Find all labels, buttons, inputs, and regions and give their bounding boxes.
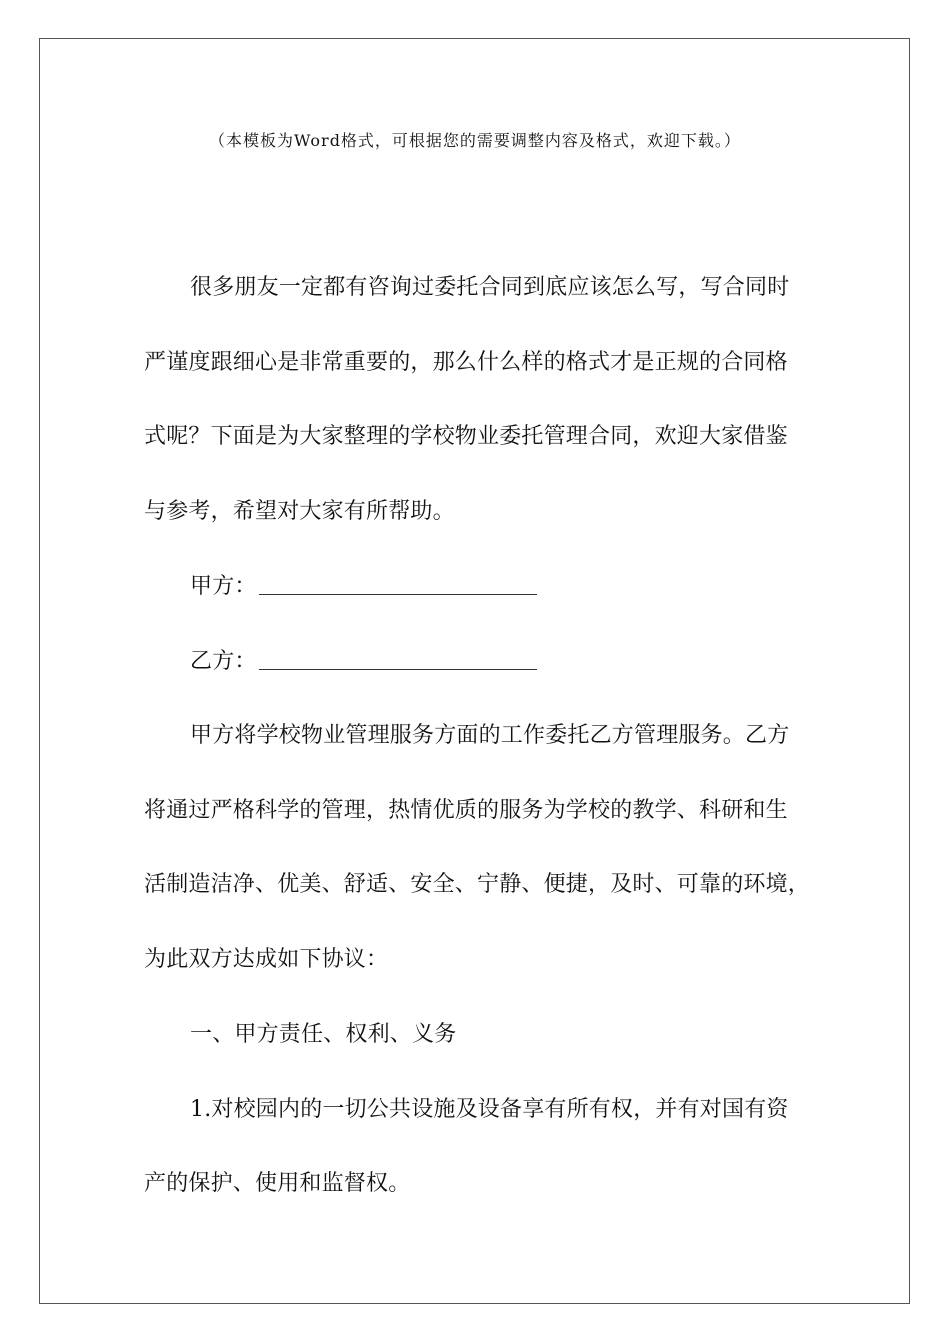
intro-line-2: 严谨度跟细心是非常重要的，那么什么样的格式才是正规的合同格 bbox=[144, 350, 788, 375]
agreement-line-1: 甲方将学校物业管理服务方面的工作委托乙方管理服务。乙方 bbox=[190, 723, 790, 748]
agreement-line-2: 将通过严格科学的管理，热情优质的服务为学校的教学、科研和生 bbox=[144, 798, 788, 823]
template-note: （本模板为Word格式，可根据您的需要调整内容及格式，欢迎下载。） bbox=[209, 131, 741, 150]
clause-1-line-1: 1.对校园内的一切公共设施及设备享有所有权，并有对国有资 bbox=[190, 1097, 789, 1122]
party-b-blank-line bbox=[259, 647, 537, 670]
section-heading: 一、甲方责任、权利、义务 bbox=[190, 1022, 457, 1047]
party-a-blank-line bbox=[259, 572, 537, 595]
intro-line-3: 式呢？下面是为大家整理的学校物业委托管理合同，欢迎大家借鉴 bbox=[144, 424, 788, 449]
agreement-line-4: 为此双方达成如下协议： bbox=[144, 947, 389, 972]
party-a-row bbox=[190, 572, 537, 602]
agreement-line-3: 活制造洁净、优美、舒适、安全、宁静、便捷，及时、可靠的环境， bbox=[144, 872, 811, 897]
intro-line-4: 与参考，希望对大家有所帮助。 bbox=[144, 499, 455, 524]
party-a-label: 甲方： bbox=[190, 574, 257, 599]
party-b-row bbox=[190, 647, 537, 677]
intro-line-1: 很多朋友一定都有咨询过委托合同到底应该怎么写，写合同时 bbox=[190, 275, 790, 300]
party-b-label: 乙方： bbox=[190, 649, 257, 674]
clause-1-line-2: 产的保护、使用和监督权。 bbox=[144, 1171, 411, 1196]
